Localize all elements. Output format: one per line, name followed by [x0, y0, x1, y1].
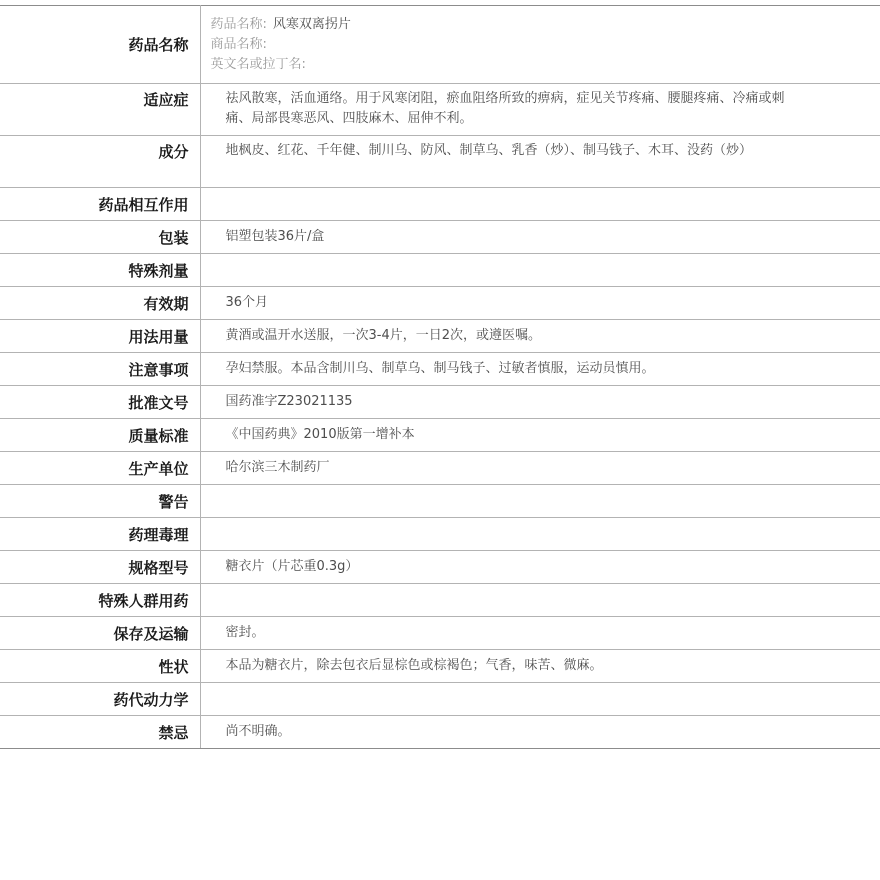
row-value-precautions: 孕妇禁服。本品含制川乌、制草乌、制马钱子、过敏者慎服，运动员慎用。	[200, 353, 880, 386]
row-label-appearance: 性状	[0, 650, 200, 683]
row-label-special-populations: 特殊人群用药	[0, 584, 200, 617]
row-label-pharmacokinetics: 药代动力学	[0, 683, 200, 716]
row-label-drug-name: 药品名称	[0, 6, 200, 84]
table-row	[0, 584, 880, 617]
row-label-storage: 保存及运输	[0, 617, 200, 650]
row-label-specification: 规格型号	[0, 551, 200, 584]
table-row	[0, 518, 880, 551]
row-value-special-dosage	[200, 254, 880, 287]
row-value-appearance: 本品为糖衣片，除去包衣后显棕色或棕褐色；气香，味苦、微麻。	[200, 650, 880, 683]
table-row	[0, 136, 880, 188]
row-label-ingredients: 成分	[0, 136, 200, 188]
row-value-specification: 糖衣片（片芯重0.3g）	[200, 551, 880, 584]
row-label-packaging: 包装	[0, 221, 200, 254]
row-value-indications: 祛风散寒，活血通络。用于风寒闭阻，瘀血阻络所致的痹病，症见关节疼痛、腰腿疼痛、冷痛或刺痛、局部畏寒恶风、四肢麻木、屈伸不利。	[200, 84, 880, 136]
row-value-approval-number: 国药准字Z23021135	[200, 386, 880, 419]
row-value-pharmacokinetics	[200, 683, 880, 716]
row-label-special-dosage: 特殊剂量	[0, 254, 200, 287]
row-label-approval-number: 批准文号	[0, 386, 200, 419]
row-value-contraindications: 尚不明确。	[200, 716, 880, 749]
row-value-warning	[200, 485, 880, 518]
table-row	[0, 419, 880, 452]
row-value-shelf-life: 36个月	[200, 287, 880, 320]
drug-info-table	[0, 5, 880, 749]
row-label-precautions: 注意事项	[0, 353, 200, 386]
drug-name-cell	[200, 6, 880, 84]
row-label-pharmacology: 药理毒理	[0, 518, 200, 551]
row-label-shelf-life: 有效期	[0, 287, 200, 320]
table-row	[0, 221, 880, 254]
table-row	[0, 6, 880, 84]
row-label-contraindications: 禁忌	[0, 716, 200, 749]
row-label-manufacturer: 生产单位	[0, 452, 200, 485]
table-row	[0, 716, 880, 749]
row-value-ingredients: 地枫皮、红花、千年健、制川乌、防风、制草乌、乳香（炒）、制马钱子、木耳、没药（炒）	[200, 136, 880, 188]
row-label-warning: 警告	[0, 485, 200, 518]
row-value-interactions	[200, 188, 880, 221]
table-row	[0, 683, 880, 716]
row-label-dosage: 用法用量	[0, 320, 200, 353]
table-row	[0, 287, 880, 320]
table-row	[0, 617, 880, 650]
row-value-special-populations	[200, 584, 880, 617]
row-value-dosage: 黄酒或温开水送服，一次3-4片，一日2次，或遵医嘱。	[200, 320, 880, 353]
table-row	[0, 650, 880, 683]
table-row	[0, 551, 880, 584]
generic-name-line	[211, 15, 791, 35]
table-row	[0, 188, 880, 221]
table-row	[0, 353, 880, 386]
generic-name-label: 药品名称:	[210, 16, 267, 32]
row-value-pharmacology	[200, 518, 880, 551]
row-value-manufacturer: 哈尔滨三木制药厂	[200, 452, 880, 485]
table-row	[0, 452, 880, 485]
row-value-packaging: 铝塑包装36片/盒	[200, 221, 880, 254]
table-row	[0, 386, 880, 419]
table-row	[0, 254, 880, 287]
row-value-storage: 密封。	[200, 617, 880, 650]
row-label-interactions: 药品相互作用	[0, 188, 200, 221]
row-value-quality-standard: 《中国药典》2010版第一增补本	[200, 419, 880, 452]
table-row	[0, 320, 880, 353]
table-row	[0, 485, 880, 518]
row-label-quality-standard: 质量标准	[0, 419, 200, 452]
row-label-indications: 适应症	[0, 84, 200, 136]
english-name-label: 英文名或拉丁名:	[210, 56, 306, 72]
table-row	[0, 84, 880, 136]
trade-name-label: 商品名称:	[210, 36, 267, 52]
generic-name-value: 风寒双离拐片	[272, 16, 351, 32]
